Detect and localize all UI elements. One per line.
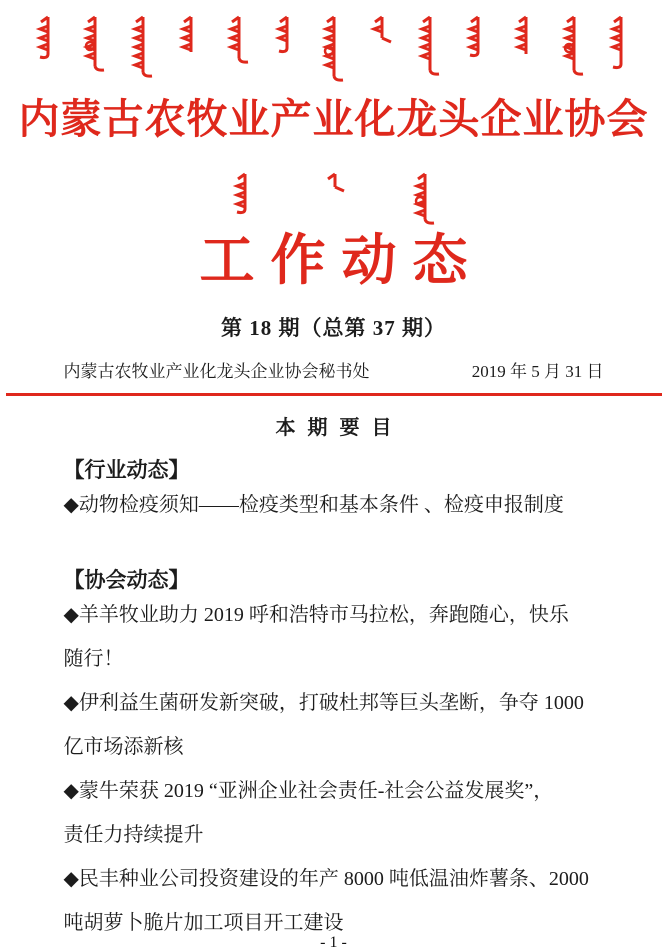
bulletin-title: 工作动态 (199, 230, 484, 292)
mongolian-glyph-icon (225, 14, 251, 64)
toc-item-line: 亿市场添新核 (63, 736, 184, 759)
mongolian-glyph-icon (320, 14, 346, 82)
publish-date: 2019 年 5 月 31 日 (471, 362, 604, 382)
toc-item (64, 857, 604, 945)
mongolian-glyph-icon (512, 14, 538, 60)
mongolian-script-subtitle (0, 171, 667, 227)
section-title: 【行业动态】 (63, 458, 190, 483)
toc-item-line: ◆羊羊牧业助力 2019 呼和浩特市马拉松，奔跑随心，快乐 (63, 604, 569, 627)
issue-number-line: 第 18 期（总第 37 期） (221, 316, 446, 341)
mongolian-glyph-icon (129, 14, 155, 78)
mongolian-glyph-icon (411, 171, 437, 225)
section-title: 【协会动态】 (63, 568, 190, 593)
red-divider-rule (6, 393, 662, 396)
mongolian-glyph-icon (560, 14, 586, 76)
toc-item (64, 593, 604, 681)
mongolian-glyph-icon (368, 14, 394, 44)
toc-sections (64, 457, 604, 945)
toc-item-line: ◆动物检疫须知——检疫类型和基本条件 、检疫申报制度 (63, 494, 564, 517)
publisher-date-row (64, 357, 604, 382)
mongolian-glyph-icon (231, 171, 257, 215)
toc-item-line: 吨胡萝卜脆片加工项目开工建设 (63, 912, 344, 935)
publisher-name: 内蒙古农牧业产业化龙头企业协会秘书处 (63, 362, 370, 382)
toc-item-line: ◆蒙牛荣获 2019 “亚洲企业社会责任-社会公益发展奖”， (63, 780, 554, 803)
mongolian-glyph-icon (321, 171, 347, 193)
mongolian-glyph-icon (81, 14, 107, 72)
toc-item-line: ◆伊利益生菌研发新突破，打破杜邦等巨头垄断，争夺 1000 (63, 692, 584, 715)
toc-item (64, 483, 604, 527)
mongolian-glyph-icon (273, 14, 299, 54)
toc-item-line: ◆民丰种业公司投资建设的年产 8000 吨低温油炸薯条、2000 (63, 868, 589, 891)
page-number: - 1 - (320, 934, 347, 949)
mongolian-glyph-icon (34, 14, 60, 60)
org-name-title: 内蒙古农牧业产业化龙头企业协会 (18, 96, 649, 142)
toc-item-line: 随行！ (63, 648, 124, 671)
toc-item (64, 769, 604, 857)
mongolian-glyph-icon (416, 14, 442, 76)
toc-item-line: 责任力持续提升 (63, 824, 204, 847)
mongolian-glyph-icon (177, 14, 203, 58)
toc-heading: 本期要目 (275, 417, 404, 440)
mongolian-glyph-icon (464, 14, 490, 58)
mongolian-glyph-icon (607, 14, 633, 70)
mongolian-script-header (34, 14, 634, 96)
toc-item (64, 681, 604, 769)
